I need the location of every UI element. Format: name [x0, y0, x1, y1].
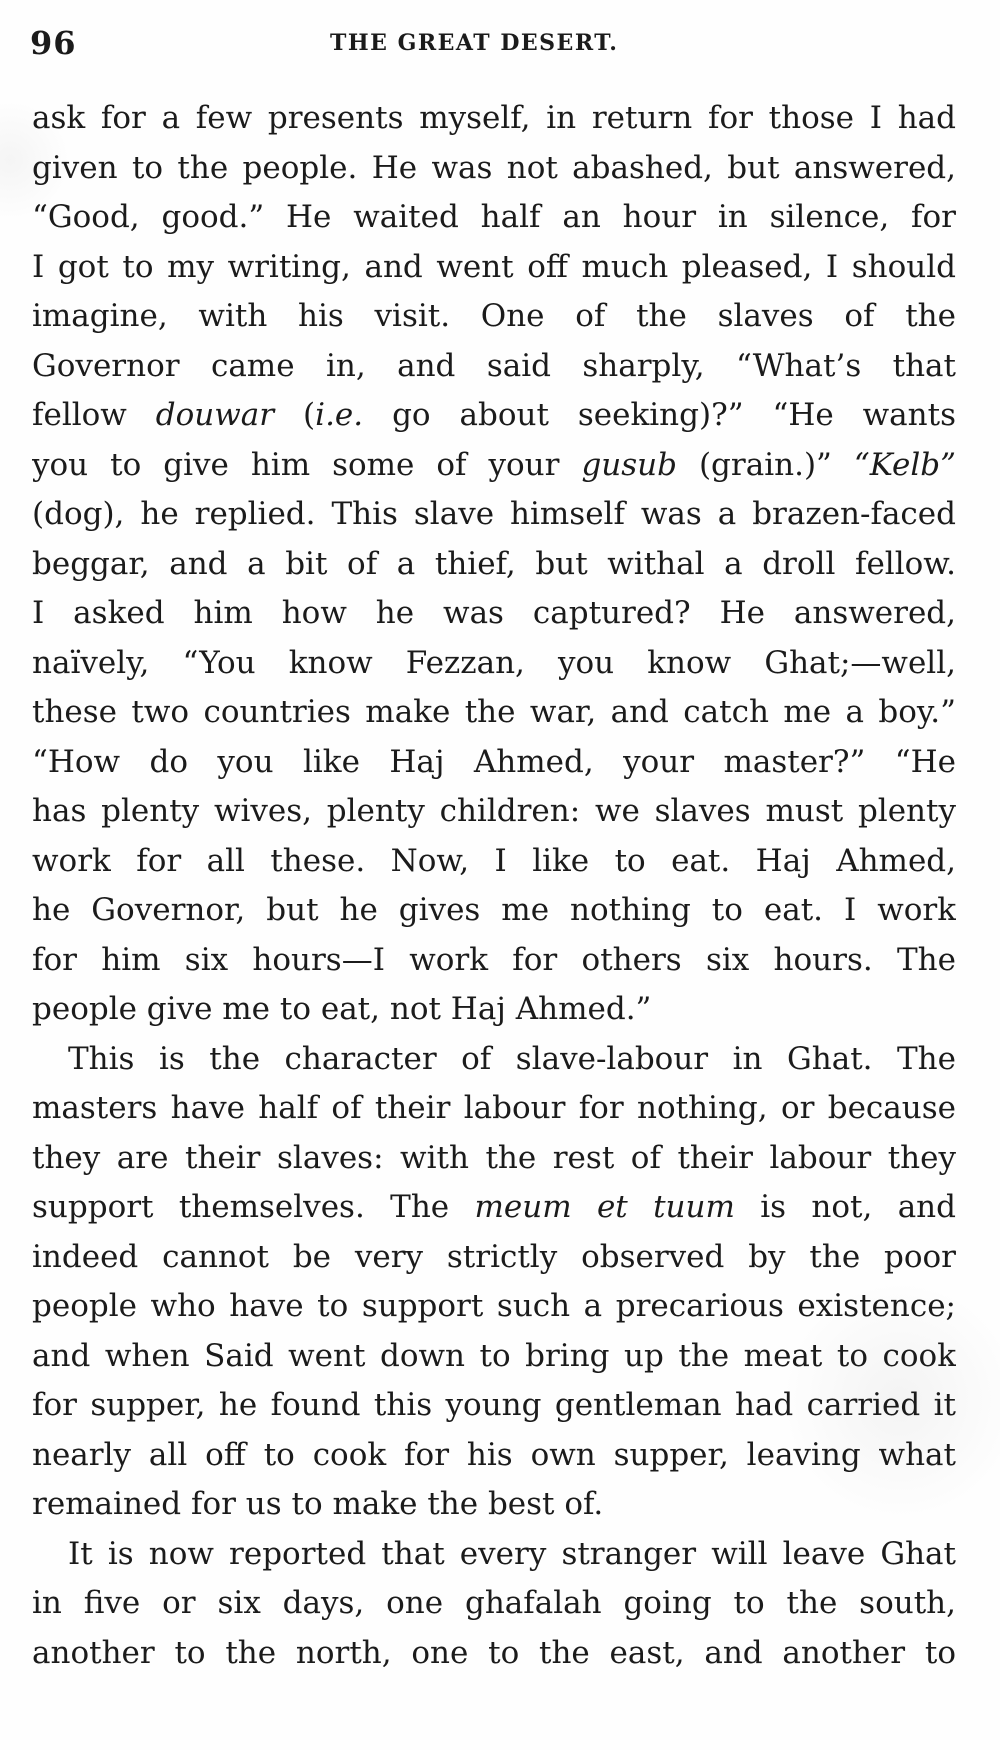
- text-line: these two countries make the war, and catch me a boy.”: [32, 694, 956, 730]
- page-number: 96: [30, 24, 77, 62]
- text-line: and when Said went down to bring up the meat to cook: [32, 1337, 956, 1374]
- text-line: nearly all off to cook for his own supper, leaving what: [32, 1436, 956, 1473]
- text-line: I asked him how he was captured? He answered,: [32, 595, 956, 631]
- text-line: (dog), he replied. This slave himself was a brazen-faced: [32, 496, 956, 532]
- text-line: given to the people. He was not abashed, but answered,: [32, 149, 956, 186]
- text-line: work for all these. Now, I like to eat. Haj Ahmed,: [32, 842, 956, 879]
- text-line: he Governor, but he gives me nothing to eat. I work: [32, 892, 956, 928]
- text-line: in five or six days, one ghafalah going to the south,: [32, 1585, 956, 1621]
- text-line: people who have to support such a precarious existence;: [32, 1288, 956, 1324]
- italic-phrase: douwar: [155, 397, 275, 433]
- text-line: “Good, good.” He waited half an hour in silence, for: [32, 199, 956, 235]
- running-title: THE GREAT DESERT.: [330, 30, 619, 56]
- text-line: people give me to eat, not Haj Ahmed.”: [32, 991, 652, 1027]
- text-line: for him six hours—I work for others six hours. The: [32, 941, 956, 978]
- text-line: you to give him some of your gusub (grain.)” “Kelb”: [32, 446, 956, 483]
- text-line: naïvely, “You know Fezzan, you know Ghat;—well,: [32, 644, 956, 681]
- text-line: I got to my writing, and went off much pleased, I should: [32, 248, 956, 285]
- text-line: This is the character of slave-labour in Ghat. The: [68, 1040, 956, 1077]
- italic-phrase: “Kelb”: [853, 446, 956, 483]
- text-line: masters have half of their labour for nothing, or because: [32, 1090, 956, 1126]
- italic-phrase: i.e.: [315, 397, 364, 433]
- italic-phrase: gusub: [581, 446, 677, 483]
- text-line: support themselves. The meum et tuum is not, and: [32, 1189, 956, 1225]
- text-line: fellow douwar (i.e. go about seeking)?” “He wants: [32, 397, 956, 433]
- running-head: [30, 24, 940, 64]
- text-line: has plenty wives, plenty children: we slaves must plenty: [32, 793, 956, 829]
- text-line: imagine, with his visit. One of the slaves of the: [32, 298, 956, 334]
- text-line: remained for us to make the best of.: [32, 1486, 604, 1522]
- italic-phrase: meum et tuum: [474, 1189, 735, 1225]
- text-line: Governor came in, and said sharply, “What’s that: [32, 347, 956, 384]
- text-line: “How do you like Haj Ahmed, your master?” “He: [32, 743, 956, 780]
- text-line: ask for a few presents myself, in return for those I had: [32, 100, 956, 136]
- text-line: they are their slaves: with the rest of their labour they: [32, 1139, 956, 1176]
- text-line: indeed cannot be very strictly observed by the poor: [32, 1238, 956, 1275]
- text-line: for supper, he found this young gentleman had carried it: [32, 1387, 956, 1423]
- text-line: another to the north, one to the east, and another to: [32, 1634, 956, 1671]
- body-text: [32, 94, 956, 1678]
- text-line: It is now reported that every stranger will leave Ghat: [68, 1535, 956, 1572]
- text-line: beggar, and a bit of a thief, but withal a droll fellow.: [32, 545, 956, 582]
